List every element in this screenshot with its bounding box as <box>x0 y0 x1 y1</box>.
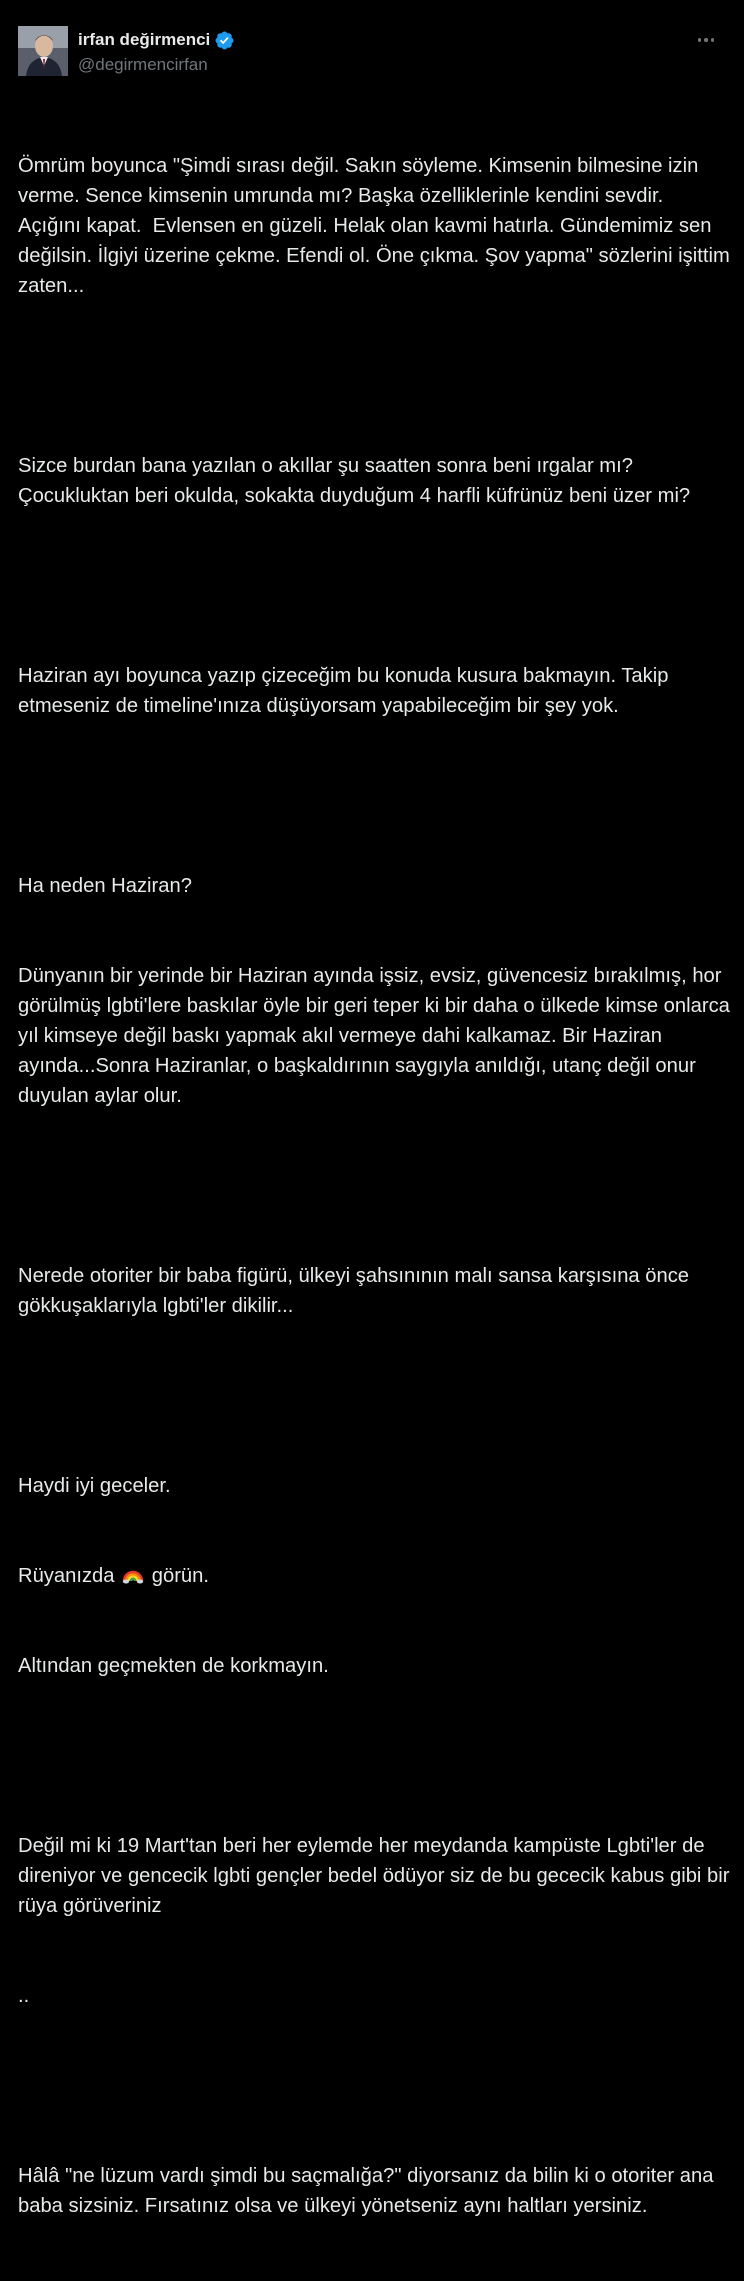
rainbow-emoji-icon <box>122 1563 144 1585</box>
more-dot <box>711 38 715 42</box>
paragraph-gap <box>18 781 730 811</box>
paragraph-gap <box>18 1381 730 1411</box>
tweet-header <box>18 26 726 78</box>
tweet-paragraph-2: Sizce burdan bana yazılan o akıllar şu saatten sonra beni ırgalar mı? Çocukluktan beri okulda, sokakta duyduğum 4 harfli küfrünüz beni üzer mi? <box>18 455 691 507</box>
tweet-line-dream <box>18 1561 730 1591</box>
tweet-paragraph-4-question: Ha neden Haziran? <box>18 875 192 897</box>
tweet-paragraph-4: Dünyanın bir yerinde bir Haziran ayında işsiz, evsiz, güvencesiz bırakılmış, hor görülmüş lgbti'lere baskılar öyle bir geri teper ki bir daha o ülkede kimse onlarca yıl kimseye değil baskı yapmak akıl vermeye dahi kalkamaz. Bir Haziran ayında...Sonra Haziranlar, o başkaldırının saygıyla anıldığı, utanç değil onur duyulan aylar olur. <box>18 965 736 1107</box>
author-names <box>78 29 235 76</box>
more-dot <box>698 38 702 42</box>
paragraph-gap <box>18 571 730 601</box>
paragraph-gap <box>18 2071 730 2101</box>
tweet-line-good-night: Haydi iyi geceler. <box>18 1475 171 1497</box>
avatar[interactable] <box>18 26 68 76</box>
dream-text-after: görün. <box>151 1565 209 1587</box>
author-display-name[interactable]: irfan değirmenci <box>78 30 211 49</box>
tweet-paragraph-8: Hâlâ "ne lüzum vardı şimdi bu saçmalığa?" diyorsanız da bilin ki o otoriter ana baba sizsiniz. Fırsatınız olsa ve ülkeyi yönetseniz aynı haltları yersiniz. <box>18 2165 720 2217</box>
tweet-paragraph-3: Haziran ayı boyunca yazıp çizeceğim bu konuda kusura bakmayın. Takip etmeseniz de timeline'ınıza düşüyorsam yapabileceğim bir şey yok. <box>18 665 675 717</box>
display-name-row <box>78 29 235 51</box>
more-horizontal-icon[interactable] <box>692 30 720 50</box>
paragraph-gap <box>18 1171 730 1201</box>
avatar-image <box>18 26 68 76</box>
verified-badge-icon[interactable] <box>214 30 235 51</box>
tweet-ellipsis: .. <box>18 1985 30 2007</box>
author-handle[interactable]: @degirmencirfan <box>78 55 208 74</box>
tweet-paragraph-1: Ömrüm boyunca "Şimdi sırası değil. Sakın söyleme. Kimsenin bilmesine izin verme. Sence kimsenin umrunda mı? Başka özelliklerinle kendini sevdir. Açığını kapat. Evlensen en güzeli. Helak olan kavmi hatırla. Gündemimiz sen değilsin. İlgiyi üzerine çekme. Efendi ol. Öne çıkma. Şov yapma" sözlerini işittim zaten... <box>18 155 736 297</box>
tweet-paragraph-7: Değil mi ki 19 Mart'tan beri her eylemde her meydanda kampüste Lgbti'ler de direniyor ve gencecik lgbti gençler bedel ödüyor siz de bu gececik kabus gibi bir rüya görüveriniz <box>18 1835 736 1917</box>
tweet-paragraph-5: Nerede otoriter bir baba figürü, ülkeyi şahsınının malı sansa karşısına önce gökkuşaklarıyla lgbti'ler dikilir... <box>18 1265 695 1317</box>
more-dot <box>704 38 708 42</box>
paragraph-gap <box>18 361 730 391</box>
dream-text-before: Rüyanızda <box>18 1565 115 1587</box>
paragraph-gap <box>18 1741 730 1771</box>
tweet-line-dont-fear: Altından geçmekten de korkmayın. <box>18 1655 329 1677</box>
tweet-text <box>18 91 736 2281</box>
